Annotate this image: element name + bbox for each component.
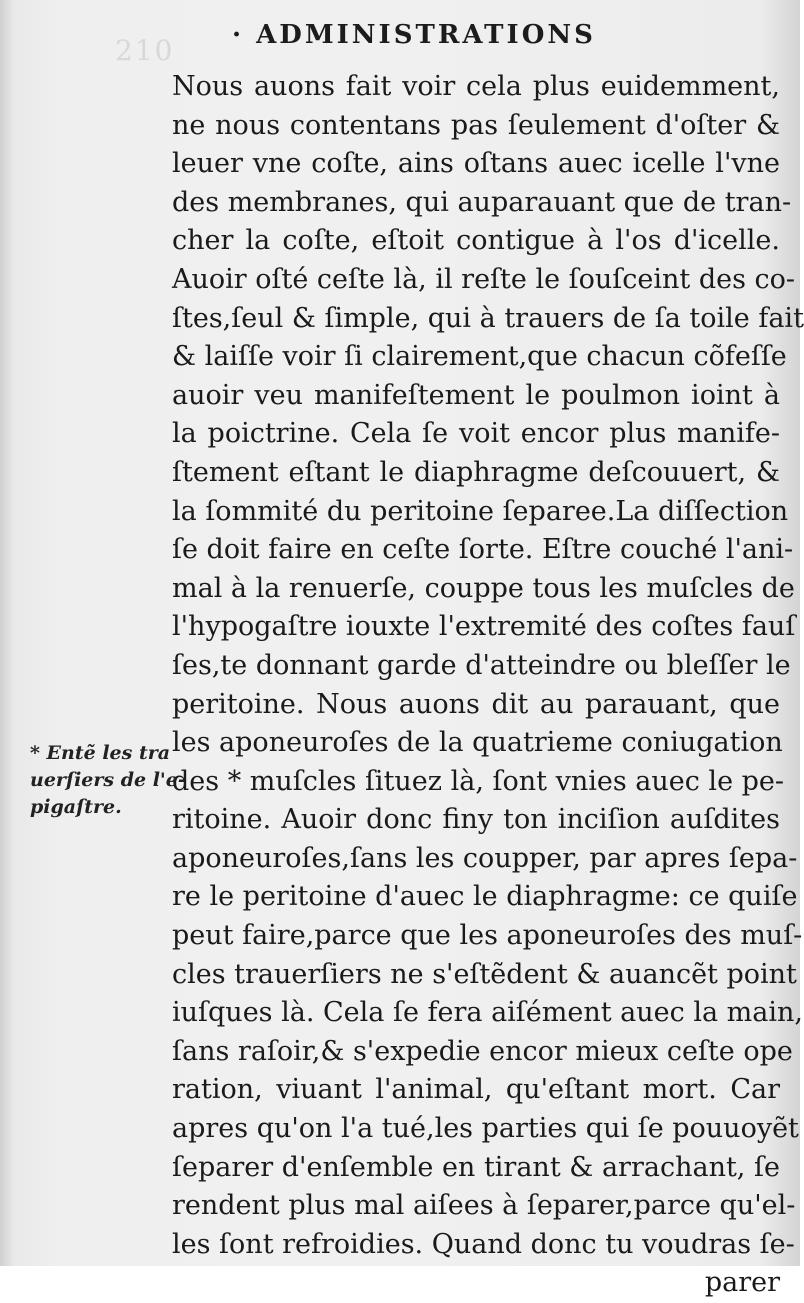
text-line: ſtement eſtant le diaphragme deſcouuert, & <box>172 456 780 488</box>
text-line: iuſques là. Cela ſe fera aiſément auec la main, <box>172 997 803 1029</box>
text-line: ritoine. Auoir donc finy ton inciſion auſdites <box>172 804 780 836</box>
text-line: peut faire,parce que les aponeuroſes des muſ- <box>172 920 803 952</box>
text-line: des * muſcles ſituez là, ſont vnies auec le pe- <box>172 765 785 797</box>
text-line: apres qu'on l'a tué,les parties qui ſe pouuoyẽt <box>172 1113 799 1145</box>
text-line: les ſont refroidies. Quand donc tu voudras ſe- <box>172 1228 795 1260</box>
text-line: parer <box>704 1267 780 1299</box>
text-line: la ſommité du peritoine ſeparee.La diſſection <box>172 495 789 527</box>
text-line: aponeuroſes,ſans les coupper, par apres ſepa- <box>172 842 798 874</box>
text-line: ſe doit faire en ceſte ſorte. Eſtre couché l'ani- <box>172 534 794 566</box>
text-line: rendent plus mal aiſees à ſeparer,parce qu'el- <box>172 1190 796 1222</box>
running-title-dot: · <box>232 20 257 50</box>
text-line: leuer vne coſte, ains oſtans auec icelle l'vne <box>172 148 780 180</box>
margin-note <box>30 740 186 821</box>
running-title <box>232 20 672 50</box>
margin-note-line: uerſiers de l'e- <box>30 769 186 791</box>
text-line: re le peritoine d'auec le diaphragme: ce quiſe <box>172 881 798 913</box>
body-text <box>172 68 804 1303</box>
text-line: cher la coſte, eſtoit contigue à l'os d'icelle. <box>172 225 780 257</box>
running-title-text: ADMINISTRATIONS <box>256 20 596 50</box>
bleed-through-page-number: 210 <box>115 34 175 67</box>
text-line: ration, viuant l'animal, qu'eſtant mort. Car <box>172 1074 780 1106</box>
text-line: Auoir oſté ceſte là, il reſte le ſouſceint des co- <box>172 263 796 295</box>
text-line: & laiſſe voir ſi clairement,que chacun cõfeſſe <box>172 341 787 373</box>
margin-note-line: pigaſtre. <box>30 796 122 818</box>
text-line: mal à la renuerſe, couppe tous les muſcles de <box>172 572 795 604</box>
text-line: ſes,te donnant garde d'atteindre ou bleſſer le <box>172 649 791 681</box>
text-line: peritoine. Nous auons dit au parauant, que <box>172 688 780 720</box>
text-line: Nous auons fait voir cela plus euidemment, <box>172 71 780 102</box>
text-line: l'hypogaſtre iouxte l'extremité des coſtes fauſ <box>172 611 796 643</box>
text-line: auoir veu manifeſtement le poulmon ioint à <box>172 379 780 411</box>
margin-note-line: * Entẽ les tra <box>30 742 171 764</box>
text-line: les aponeuroſes de la quatrieme coniugation <box>172 727 783 759</box>
text-line: ſans raſoir,& s'expedie encor mieux ceſte ope <box>172 1035 793 1067</box>
text-line: la poictrine. Cela ſe voit encor plus manife- <box>172 418 780 450</box>
text-line: cles trauerſiers ne s'eſtẽdent & auancẽt point <box>172 958 797 990</box>
text-line: des membranes, qui auparauant que de tran- <box>172 186 792 218</box>
text-line: ſeparer d'enſemble en tirant & arrachant, ſe <box>172 1151 780 1183</box>
text-line: ſtes,ſeul & ſimple, qui à trauers de ſa toile fait <box>172 302 804 334</box>
text-line: ne nous contentans pas ſeulement d'oſter & <box>172 109 780 141</box>
